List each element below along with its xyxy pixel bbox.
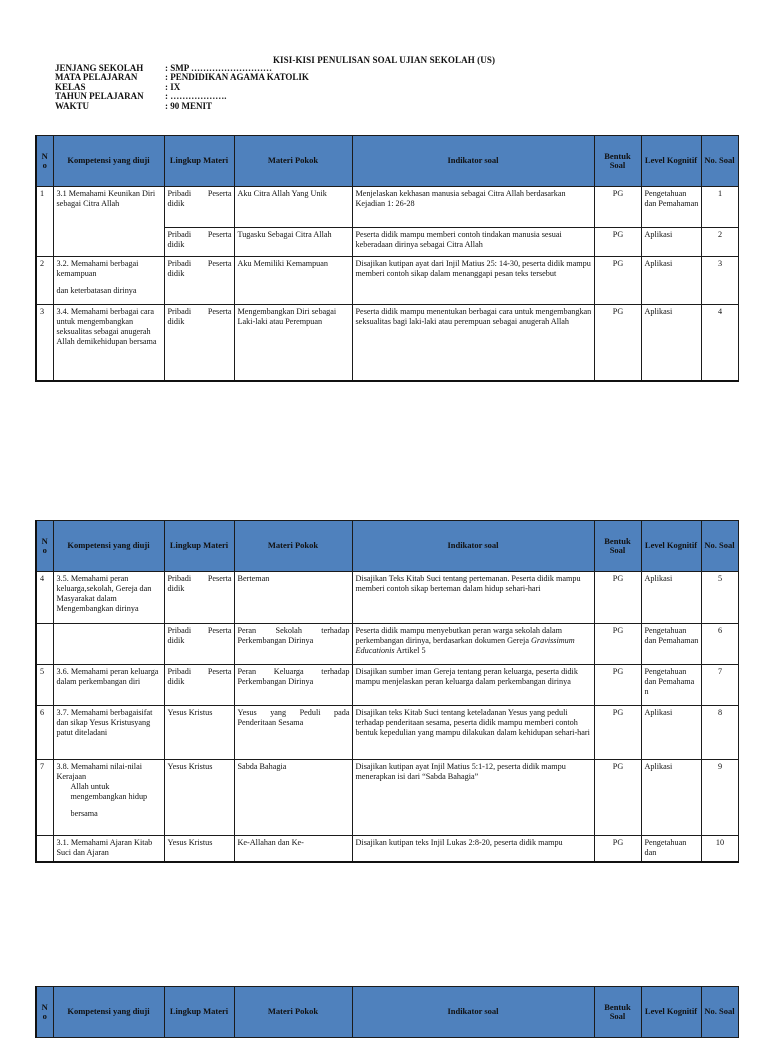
- header-materi: Materi Pokok: [234, 521, 352, 572]
- cell-level: Pengetahuan dan Pemahama n: [641, 665, 701, 706]
- cell-nosoal: 9: [701, 760, 738, 836]
- header-bentuk: Bentuk Soal: [594, 987, 641, 1038]
- table-header-row: [36, 987, 738, 1038]
- cell-materi: Berteman: [234, 572, 352, 624]
- cell-indikator: Menjelaskan kekhasan manusia sebagai Citra Allah berdasarkan Kejadian 1: 26-28: [352, 187, 594, 228]
- meta-key: JENJANG SEKOLAH: [55, 63, 144, 73]
- table-row: [36, 706, 738, 760]
- cell-nosoal: 7: [701, 665, 738, 706]
- cell-nosoal: 6: [701, 624, 738, 665]
- kisi-table-3: [35, 986, 739, 1038]
- cell-lingkup: Yesus Kristus: [164, 706, 234, 760]
- cell-kompetensi: 3.1. Memahami Ajaran Kitab Suci dan Ajaran: [53, 836, 164, 862]
- cell-no: 2: [36, 257, 53, 305]
- indikator-text: Peserta didik mampu menyebutkan peran warga sekolah dalam perkembangan dirinya, berdasarkan dokumen Gereja: [355, 626, 563, 645]
- cell-bentuk: PG: [594, 665, 641, 706]
- meta-key: TAHUN PELAJARAN: [55, 91, 144, 102]
- cell-lingkup: [164, 228, 234, 257]
- lingkup-b: Peserta: [207, 189, 232, 198]
- cell-materi: Sabda Bahagia: [234, 760, 352, 836]
- cell-bentuk: PG: [594, 228, 641, 257]
- kompetensi-line: bersama: [70, 809, 98, 818]
- cell-lingkup: [164, 187, 234, 228]
- header-materi: Materi Pokok: [234, 987, 352, 1038]
- cell-materi: Peran Keluarga terhadap Perkembangan Dirinya: [234, 665, 352, 706]
- kompetensi-line: 3.2. Memahami berbagai kemampuan: [56, 259, 139, 278]
- lingkup-a: Pribadi: [167, 189, 192, 198]
- cell-no: 6: [36, 706, 53, 760]
- cell-no: [36, 836, 53, 862]
- cell-nosoal: 4: [701, 305, 738, 381]
- document-meta: [55, 64, 309, 111]
- cell-no: [36, 624, 53, 665]
- kompetensi-line: 3.8. Memahami nilai-nilai Kerajaan: [56, 762, 142, 781]
- lingkup-a: Pribadi: [167, 230, 192, 239]
- cell-kompetensi: 3.5. Memahami peran keluarga,sekolah, Gereja dan Masyarakat dalam Mengembangkan dirinya: [53, 572, 164, 624]
- cell-indikator: [352, 624, 594, 665]
- meta-value: : ……………….: [165, 91, 227, 102]
- lingkup-b: Peserta: [207, 307, 232, 316]
- kisi-table-1: [35, 135, 739, 382]
- cell-kompetensi: [53, 257, 164, 305]
- meta-row: [55, 73, 309, 82]
- meta-value: : 90 MENIT: [165, 100, 212, 111]
- cell-kompetensi: [53, 760, 164, 836]
- table-row: [36, 305, 738, 381]
- cell-level: Aplikasi: [641, 706, 701, 760]
- cell-lingkup: [164, 305, 234, 381]
- lingkup-b: Peserta: [207, 626, 232, 635]
- kompetensi-line: Allah untuk mengembangkan hidup: [70, 782, 148, 801]
- cell-nosoal: 1: [701, 187, 738, 228]
- header-nosoal: No. Soal: [701, 521, 738, 572]
- cell-nosoal: 10: [701, 836, 738, 862]
- cell-level: Aplikasi: [641, 760, 701, 836]
- cell-indikator: Peserta didik mampu menentukan berbagai cara untuk mengembangkan seksualitas bagi laki-laki atau perempuan sebagai anugerah Allah: [352, 305, 594, 381]
- cell-bentuk: PG: [594, 836, 641, 862]
- table-row: [36, 187, 738, 228]
- cell-lingkup: [164, 572, 234, 624]
- cell-level: Pengetahuan dan Pemahaman: [641, 187, 701, 228]
- table-row: [36, 760, 738, 836]
- cell-level: Aplikasi: [641, 257, 701, 305]
- lingkup-a: Pribadi: [167, 307, 192, 316]
- meta-value: : IX: [165, 81, 181, 92]
- cell-bentuk: PG: [594, 187, 641, 228]
- header-materi: Materi Pokok: [234, 136, 352, 187]
- cell-no: 7: [36, 760, 53, 836]
- indikator-text-end: Artikel 5: [394, 646, 426, 655]
- header-indikator: Indikator soal: [352, 521, 594, 572]
- table-header-row: [36, 136, 738, 187]
- cell-kompetensi: 3.7. Memahami berbagaisifat dan sikap Yesus Kristusyang patut diteladani: [53, 706, 164, 760]
- cell-kompetensi: [53, 624, 164, 665]
- cell-nosoal: 5: [701, 572, 738, 624]
- kompetensi-line: dan keterbatasan dirinya: [56, 286, 137, 295]
- lingkup-c: didik: [167, 584, 185, 593]
- meta-value: : SMP ………………………: [165, 63, 272, 73]
- header-level: Level Kognitif: [641, 136, 701, 187]
- header-lingkup: Lingkup Materi: [164, 136, 234, 187]
- cell-level: Pengetahuan dan Pemahaman: [641, 624, 701, 665]
- cell-indikator: Disajikan kutipan ayat Injil Matius 5:1-12, peserta didik mampu menerapkan isi dari “Sabda Bahagia”: [352, 760, 594, 836]
- cell-lingkup: [164, 665, 234, 706]
- cell-materi: Peran Sekolah terhadap Perkembangan Dirinya: [234, 624, 352, 665]
- lingkup-c: didik: [167, 240, 185, 249]
- cell-bentuk: PG: [594, 760, 641, 836]
- lingkup-c: didik: [167, 677, 185, 686]
- header-lingkup: Lingkup Materi: [164, 987, 234, 1038]
- cell-nosoal: 8: [701, 706, 738, 760]
- cell-lingkup: [164, 257, 234, 305]
- cell-indikator: Disajikan Teks Kitab Suci tentang pertemanan. Peserta didik mampu memberi contoh sikap berteman dalam hidup sehari-hari: [352, 572, 594, 624]
- cell-lingkup: Yesus Kristus: [164, 836, 234, 862]
- lingkup-b: Peserta: [207, 230, 232, 239]
- cell-indikator: Disajikan teks Kitab Suci tentang keteladanan Yesus yang peduli terhadap penderitaan sesama, peserta didik mampu memberi contoh bentuk kepedulian yang mampu dilakukan dalam kehidupan sehari-hari: [352, 706, 594, 760]
- meta-row: [55, 102, 309, 111]
- lingkup-c: didik: [167, 199, 185, 208]
- header-kompetensi: Kompetensi yang diuji: [53, 521, 164, 572]
- cell-level: Aplikasi: [641, 305, 701, 381]
- header-indikator: Indikator soal: [352, 136, 594, 187]
- meta-key: KELAS: [55, 81, 86, 92]
- cell-kompetensi: 3.4. Memahami berbagai cara untuk mengembangkan seksualitas sebagai anugerah Allah demikehidupan bersama: [53, 305, 164, 381]
- cell-no: 3: [36, 305, 53, 381]
- cell-materi: Ke-Allahan dan Ke-: [234, 836, 352, 862]
- header-bentuk: Bentuk Soal: [594, 136, 641, 187]
- header-no: N o: [36, 521, 53, 572]
- cell-materi: Mengembangkan Diri sebagai Laki-laki atau Perempuan: [234, 305, 352, 381]
- cell-indikator: Disajikan sumber iman Gereja tentang peran keluarga, peserta didik mampu menjelaskan peran keluarga dalam perkembangan dirinya: [352, 665, 594, 706]
- cell-indikator: Peserta didik mampu memberi contoh tindakan manusia sesuai keberadaan dirinya sebagai Citra Allah: [352, 228, 594, 257]
- cell-materi: Yesus yang Peduli pada Penderitaan Sesama: [234, 706, 352, 760]
- lingkup-b: Peserta: [207, 259, 232, 268]
- meta-value: : PENDIDIKAN AGAMA KATOLIK: [165, 72, 309, 83]
- cell-no: 1: [36, 187, 53, 257]
- header-no: N o: [36, 987, 53, 1038]
- indikator-document-title: Gravissimum Educationis: [355, 636, 575, 655]
- lingkup-a: Pribadi: [167, 574, 192, 583]
- cell-bentuk: PG: [594, 305, 641, 381]
- cell-kompetensi: 3.1 Memahami Keunikan Diri sebagai Citra Allah: [53, 187, 164, 257]
- table-header-row: [36, 521, 738, 572]
- cell-kompetensi: 3.6. Memahami peran keluarga dalam perkembangan diri: [53, 665, 164, 706]
- cell-materi: Aku Citra Allah Yang Unik: [234, 187, 352, 228]
- lingkup-a: Pribadi: [167, 626, 192, 635]
- header-nosoal: No. Soal: [701, 987, 738, 1038]
- cell-bentuk: PG: [594, 572, 641, 624]
- lingkup-c: didik: [167, 317, 185, 326]
- lingkup-c: didik: [167, 269, 185, 278]
- header-nosoal: No. Soal: [701, 136, 738, 187]
- cell-no: 4: [36, 572, 53, 624]
- document-title: KISI-KISI PENULISAN SOAL UJIAN SEKOLAH (US): [272, 55, 496, 65]
- cell-materi: Tugasku Sebagai Citra Allah: [234, 228, 352, 257]
- lingkup-a: Pribadi: [167, 667, 192, 676]
- cell-materi: Aku Memiliki Kemampuan: [234, 257, 352, 305]
- cell-bentuk: PG: [594, 624, 641, 665]
- cell-nosoal: 2: [701, 228, 738, 257]
- cell-indikator: Disajikan kutipan ayat dari Injil Matius 25: 14-30, peserta didik mampu memberi contoh sikap dalam menanggapi pesan teks tersebut: [352, 257, 594, 305]
- header-indikator: Indikator soal: [352, 987, 594, 1038]
- table-row: [36, 665, 738, 706]
- cell-no: 5: [36, 665, 53, 706]
- kisi-table-2: [35, 520, 739, 863]
- table-row: [36, 572, 738, 624]
- header-level: Level Kognitif: [641, 987, 701, 1038]
- lingkup-a: Pribadi: [167, 259, 192, 268]
- header-kompetensi: Kompetensi yang diuji: [53, 987, 164, 1038]
- lingkup-c: didik: [167, 636, 185, 645]
- cell-level: Aplikasi: [641, 228, 701, 257]
- cell-bentuk: PG: [594, 257, 641, 305]
- meta-key: WAKTU: [55, 100, 90, 111]
- table-row: [36, 836, 738, 862]
- cell-lingkup: [164, 624, 234, 665]
- table-row: [36, 257, 738, 305]
- cell-level: Pengetahuan dan: [641, 836, 701, 862]
- cell-level: Aplikasi: [641, 572, 701, 624]
- meta-key: MATA PELAJARAN: [55, 72, 138, 83]
- cell-indikator: Disajikan kutipan teks Injil Lukas 2:8-20, peserta didik mampu: [352, 836, 594, 862]
- header-no: N o: [36, 136, 53, 187]
- lingkup-b: Peserta: [207, 574, 232, 583]
- header-level: Level Kognitif: [641, 521, 701, 572]
- header-lingkup: Lingkup Materi: [164, 521, 234, 572]
- header-bentuk: Bentuk Soal: [594, 521, 641, 572]
- table-row: [36, 624, 738, 665]
- header-kompetensi: Kompetensi yang diuji: [53, 136, 164, 187]
- cell-bentuk: PG: [594, 706, 641, 760]
- cell-nosoal: 3: [701, 257, 738, 305]
- cell-lingkup: Yesus Kristus: [164, 760, 234, 836]
- lingkup-b: Peserta: [207, 667, 232, 676]
